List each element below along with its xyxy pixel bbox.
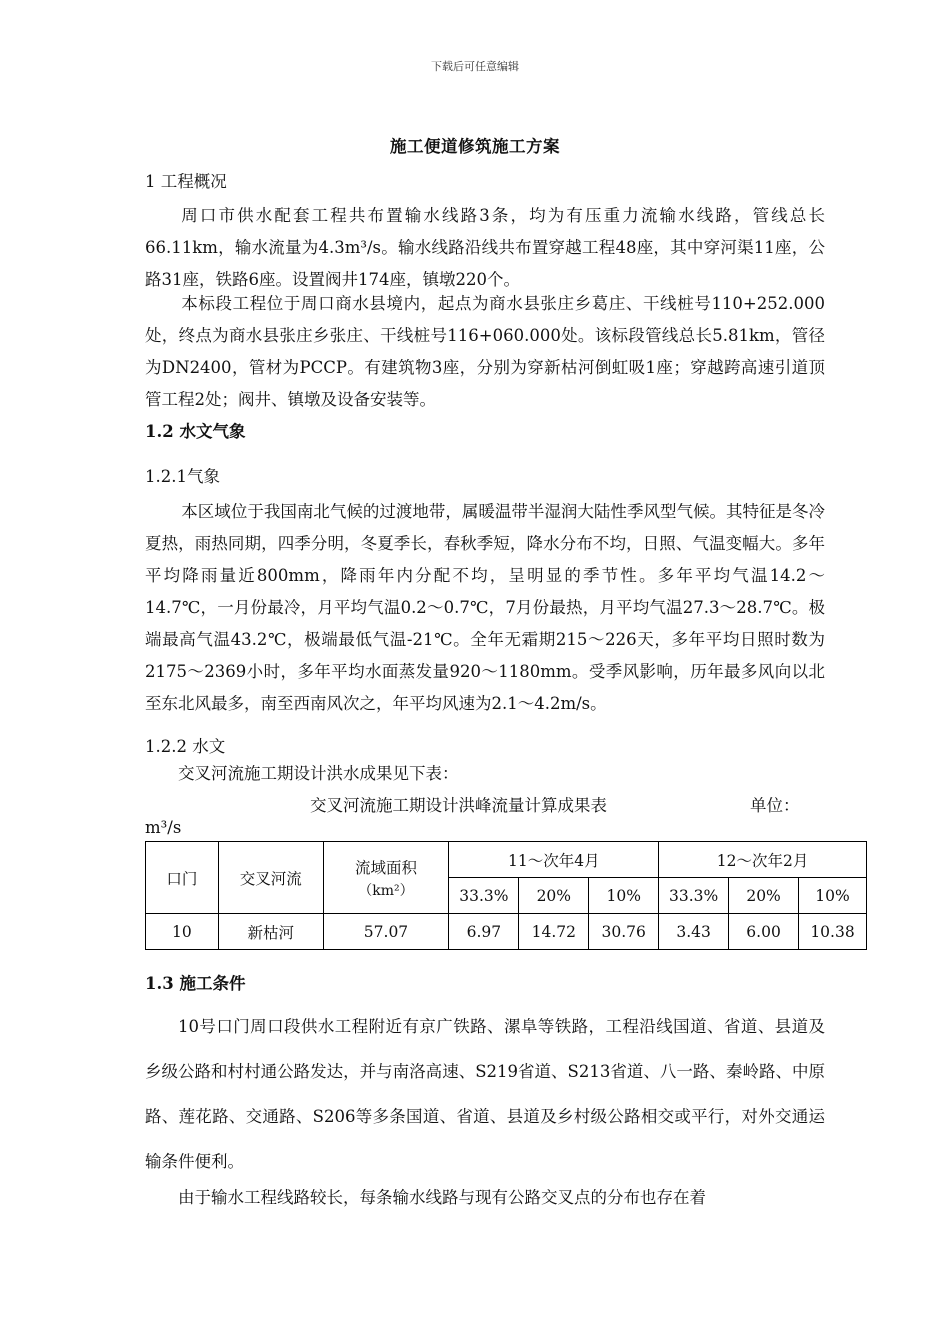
header-area — [323, 842, 449, 914]
cell-value: 14.72 — [519, 914, 589, 950]
section-1-3-paragraph-1: 10号口门周口段供水工程附近有京广铁路、漯阜等铁路，工程沿线国道、省道、县道及乡级公路和村村通公路发达，并与南洛高速、S219省道、S213省道、八一路、秦岭路、中原路、莲花路、交通路、S206等多条国道、省道、县道及乡村级公路相交或平行，对外交通运输条件便利。 — [145, 1017, 825, 1171]
header-period-2: 12～次年2月 — [659, 842, 867, 878]
section-1-2-2-heading: 1.2.2 水文 — [145, 737, 226, 756]
section-1-2-heading: 1.2 水文气象 — [145, 422, 246, 441]
header-river: 交叉河流 — [218, 842, 323, 914]
header-area-unit: （km²） — [358, 882, 414, 899]
table-title: 交叉河流施工期设计洪峰流量计算成果表 — [310, 796, 607, 815]
freq-cell: 20% — [519, 878, 589, 914]
cell-kou: 10 — [146, 914, 219, 950]
freq-cell: 33.3% — [659, 878, 729, 914]
table-intro: 交叉河流施工期设计洪水成果见下表： — [178, 764, 459, 783]
cell-value: 6.97 — [449, 914, 519, 950]
document-title: 施工便道修筑施工方案 — [390, 137, 560, 156]
section-1-paragraph-2: 本标段工程位于周口商水县境内，起点为商水县张庄乡葛庄、干线桩号110+252.000处，终点为商水县张庄乡张庄、干线桩号116+060.000处。该标段管线总长5.81km，管径为DN2400，管材为PCCP。有建筑物3座，分别为穿新枯河倒虹吸1座；穿越跨高速引道顶管工程2处；阀井、镇墩及设备安装等。 — [145, 294, 825, 409]
cell-river: 新枯河 — [218, 914, 323, 950]
table-row — [146, 914, 867, 950]
freq-cell: 20% — [729, 878, 799, 914]
cell-value: 30.76 — [589, 914, 659, 950]
header-area-label: 流域面积 — [354, 858, 417, 877]
unit-value: m³/s — [145, 818, 182, 837]
freq-cell: 10% — [799, 878, 867, 914]
section-1-heading: 1 工程概况 — [145, 172, 227, 191]
cell-value: 6.00 — [729, 914, 799, 950]
cell-value: 3.43 — [659, 914, 729, 950]
section-1-3-paragraph-2: 由于输水工程线路较长，每条输水线路与现有公路交叉点的分布也存在着 — [178, 1188, 706, 1207]
section-1-paragraph-1: 周口市供水配套工程共布置输水线路3条，均为有压重力流输水线路，管线总长66.11km，输水流量为4.3m³/s。输水线路沿线共布置穿越工程48座，其中穿河渠11座，公路31座，铁路6座。设置阀井174座，镇墩220个。 — [145, 206, 825, 289]
page-header: 下载后可任意编辑 — [431, 60, 519, 73]
freq-cell: 10% — [589, 878, 659, 914]
cell-value: 10.38 — [799, 914, 867, 950]
flood-table — [145, 841, 867, 950]
section-1-3-heading: 1.3 施工条件 — [145, 974, 246, 993]
header-kou: 口门 — [146, 842, 219, 914]
freq-cell: 33.3% — [449, 878, 519, 914]
climate-paragraph: 本区域位于我国南北气候的过渡地带，属暖温带半湿润大陆性季风型气候。其特征是冬冷夏热，雨热同期，四季分明，冬夏季长，春秋季短，降水分布不均，日照、气温变幅大。多年平均降雨量近800mm，降雨年内分配不均，呈明显的季节性。多年平均气温14.2～14.7℃，一月份最冷，月平均气温0.2～0.7℃，7月份最热，月平均气温27.3～28.7℃。极端最高气温43.2℃，极端最低气温-21℃。全年无霜期215～226天，多年平均日照时数为2175～2369小时，多年平均水面蒸发量920～1180mm。受季风影响，历年最多风向以北至东北风最多，南至西南风次之，年平均风速为2.1～4.2m/s。 — [145, 502, 825, 713]
unit-label: 单位： — [750, 796, 800, 815]
cell-area: 57.07 — [323, 914, 449, 950]
header-period-1: 11～次年4月 — [449, 842, 659, 878]
section-1-2-1-heading: 1.2.1气象 — [145, 467, 220, 486]
